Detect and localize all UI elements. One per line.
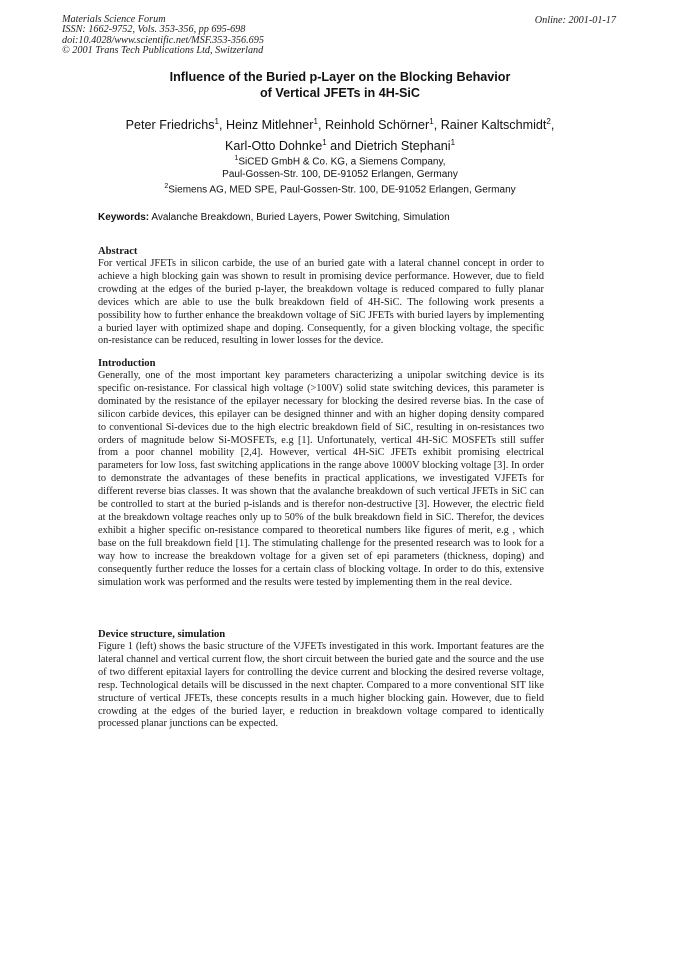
affiliation-mark: 1 xyxy=(450,138,456,148)
device-structure-section xyxy=(98,628,544,731)
device-structure-heading: Device structure, simulation xyxy=(98,629,226,640)
introduction-heading: Introduction xyxy=(98,358,156,369)
title-line-2: of Vertical JFETs in 4H-SiC xyxy=(259,86,421,100)
affiliation-mark: 1 xyxy=(429,117,434,126)
affiliation-1-line-1: SiCED GmbH & Co. KG, a Siemens Company, xyxy=(238,156,446,168)
author-line-1: Peter Friedrichs$^1$, Heinz Mitlehner$^1$, Reinhold Schörner$^1$, Rainer Kaltschmidt$^2$, xyxy=(125,117,555,133)
journal-header xyxy=(62,15,264,56)
author-name: Reinhold Schörner xyxy=(324,118,430,133)
online-date: Online: 2001-01-17 xyxy=(534,15,616,26)
affiliation-mark: 1 xyxy=(234,155,239,162)
title-line-1: Influence of the Buried p-Layer on the Blocking Behavior xyxy=(169,70,511,84)
abstract-section xyxy=(98,245,544,348)
device-structure-text: Figure 1 (left) shows the basic structure of the VJFETs investigated in this work. Important features are the lateral channel and vertical current flow, the short circuit between the buried gate and the source and the use of two different epitaxial layers for controlling the device current and blocking the desired reverse voltage, resp. Technological details will be discussed in the next chapter. Compared to a more conventional SIT like structure of vertical JFETs, these concepts results in a much higher blocking gain. However, due to field crowding at the edges of the buried layer, e reduction in breakdown voltage compared to identically processed planar junctions can be expected. xyxy=(98,641,544,730)
copyright-line: © 2001 Trans Tech Publications Ltd, Switzerland xyxy=(62,44,264,56)
affiliation-2 xyxy=(120,180,560,196)
author-name: Dietrich Stephani xyxy=(354,139,451,154)
author-list xyxy=(82,113,598,155)
journal-name: Materials Science Forum xyxy=(62,14,166,25)
keywords-label: Keywords: xyxy=(98,212,150,223)
abstract-heading: Abstract xyxy=(98,246,138,257)
author-name: Peter Friedrichs xyxy=(125,118,215,133)
issn-line: ISSN: 1662-9752, Vols. 353-356, pp 695-698 xyxy=(62,24,246,36)
introduction-text: Generally, one of the most important key parameters characterizing a unipolar switching device is its specific on-resistance. For classical high voltage (>100V) solid state switching devices, this parameter is dominated by the resistance of the epilayer necessary for blocking the desired reverse bias. In the case of silicon carbide devices, this epilayer can be designed thinner and with an higher doping density compared to conventional Si-devices due to the high electric breakdown field of SiC, resulting in on-resistances two orders of magnitude below Si-MOSFETs, e.g [1]. Unfortunately, vertical 4H-SiC MOSFETs still suffer from a poor channel mobility [2,4]. However, vertical 4H-SiC JFETs exhibit promising electrical parameters for low loss, fast switching applications in the range above 1000V blocking voltage [3]. In order to demonstrate the advantages of these benefits in practical applications, we investigated VJFETs for different reverse bias classes. It was shown that the avalanche breakdown of such vertical JFETs in SiC can be controlled to start at the buried p-islands and is therefor non-destructive [3]. However, the electric field at the breakdown voltage reaches only up to 50% of the bulk breakdown field in SiC. Therefor, the devices exhibit a higher specific on-resistance compared to theoretical numbers like figures of merit, e.g , which base on the full breakdown field [1]. The stimulating challenge for the presented research was to look for a way how to increase the breakdown voltage for a given set of epi parameters (thickness, doping) and consequently further reduce the losses for a certain class of blocking voltage. In order to do this, extensive simulation work was performed and the results were tested by implementing them in the real device. xyxy=(98,370,544,588)
affiliation-1 xyxy=(120,152,560,181)
author-name: Rainer Kaltschmidt xyxy=(440,118,547,133)
introduction-section xyxy=(98,357,544,589)
affiliation-mark: 2 xyxy=(164,183,169,190)
author-name: Heinz Mitlehner xyxy=(225,118,314,133)
author-name: Karl-Otto Dohnke xyxy=(224,139,323,154)
affiliation-mark: 1 xyxy=(322,138,327,148)
paper-title xyxy=(100,69,580,101)
affiliation-2-text: Siemens AG, MED SPE, Paul-Gossen-Str. 100, DE-91052 Erlangen, Germany xyxy=(168,184,516,196)
affiliation-1-line-2: Paul-Gossen-Str. 100, DE-91052 Erlangen, Germany xyxy=(222,169,458,181)
abstract-text: For vertical JFETs in silicon carbide, the use of an buried gate with a lateral channel concept in order to achieve a high blocking gain was shown to result in promising device performance. However, due to field crowding at the edges of the buried p-layer, the breakdown voltage is reduced compared to fully planar devices which are able to use the bulk breakdown field of 4H-SiC. The following work presents a possibility how to further enhance the breakdown voltage of SiC JFETs with buried layers by implementing a buried layer with optimized shape and doping. Consequently, for a given blocking voltage, the specific on-resistance can be reduced, resulting in lower losses for the device. xyxy=(98,258,544,347)
keywords-line xyxy=(98,212,450,223)
affiliation-mark: 2 xyxy=(546,117,551,126)
keywords-text: Avalanche Breakdown, Buried Layers, Power Switching, Simulation xyxy=(151,212,450,223)
doi-line: doi:10.4028/www.scientific.net/MSF.353-356.695 xyxy=(62,34,264,46)
affiliation-mark: 1 xyxy=(313,117,318,126)
author-line-2: Karl-Otto Dohnke$^1$ and Dietrich Stephani$^1$ xyxy=(224,138,456,154)
affiliation-mark: 1 xyxy=(214,117,219,126)
